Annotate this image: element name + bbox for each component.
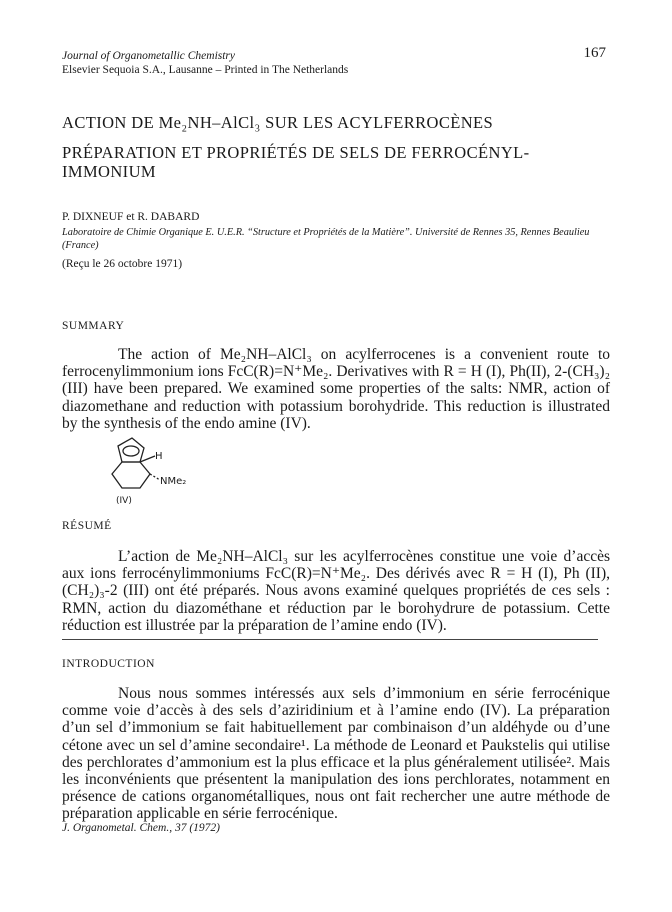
publisher-line: Elsevier Sequoia S.A., Lausanne – Printed in The Netherlands (62, 64, 349, 76)
cyclopentadienyl-ring (118, 438, 144, 462)
resume-heading: RÉSUMÉ (62, 520, 112, 532)
cyclohexane-ring (112, 462, 150, 488)
journal-citation-footer: J. Organometal. Chem., 37 (1972) (62, 822, 220, 834)
affiliation: Laboratoire de Chimie Organique E. U.E.R. “Structure et Propriétés de la Matière”. Université de Rennes 35, Rennes Beaulieu (France) (62, 227, 590, 251)
title-line-1: ACTION DE Me₂NH–AlCl₃ SUR LES ACYLFERROCÈNES (62, 113, 494, 132)
journal-name: Journal of Organometallic Chemistry (62, 50, 236, 62)
summary-heading: SUMMARY (62, 320, 125, 332)
introduction-heading: INTRODUCTION (62, 658, 155, 670)
bond-to-nme2 (150, 474, 160, 480)
ring-inner-circle (123, 446, 139, 456)
bond-to-h (140, 456, 155, 462)
page-number: 167 (583, 45, 606, 61)
title-line-2: PRÉPARATION ET PROPRIÉTÉS DE SELS DE FERROCÉNYL-IMMONIUM (62, 143, 530, 181)
structure-h-label: H (155, 451, 163, 462)
section-divider (62, 639, 598, 640)
resume-paragraph: L’action de Me₂NH–AlCl₃ sur les acylferrocènes constitue une voie d’accès aux ions ferrocénylimmoniums FcC(R)=N⁺Me₂. Des dérivés avec R = H (I), Ph (II), (CH₂)₃-2 (III) ont été préparés. Nous avons examiné quelques propriétés de ces sels : RMN, action du diazométhane et réduction par le borohydrure de potassium. Cette réduction est illustrée par la préparation de l’amine endo (IV). (62, 548, 610, 634)
summary-paragraph: The action of Me₂NH–AlCl₃ on acylferrocenes is a convenient route to ferrocenylimmonium ions FcC(R)=N⁺Me₂. Derivatives with R = H (I), Ph(II), 2-(CH₃)₂ (III) have been prepared. We examined some properties of the salts: NMR, action of diazomethane and reduction with potassium borohydride. This reduction is illustrated by the synthesis of the endo amine (IV). (62, 346, 610, 432)
received-date: (Reçu le 26 octobre 1971) (62, 258, 183, 270)
compound-label: (IV) (116, 496, 132, 506)
structure-nme2-label: NMe₂ (160, 476, 187, 487)
introduction-paragraph: Nous nous sommes intéressés aux sels d’immonium en série ferrocénique comme voie d’accès à des sels d’aziridinium et à l’amine endo (IV). La préparation d’un sel d’immonium se fait habituellement par combinaison d’un aldéhyde ou d’une cétone avec un sel d’amine secondaire¹. La méthode de Leonard et Paukstelis qui utilise des perchlorates d’ammonium est la plus efficace et la plus généralement utilisée². Mais les inconvénients que présentent la manipulation des ions perchlorates, notamment en présence de cations organométalliques, nous ont fait rechercher une autre méthode de préparation applicable en série ferrocénique. (62, 685, 610, 823)
authors: P. DIXNEUF et R. DABARD (62, 211, 200, 223)
